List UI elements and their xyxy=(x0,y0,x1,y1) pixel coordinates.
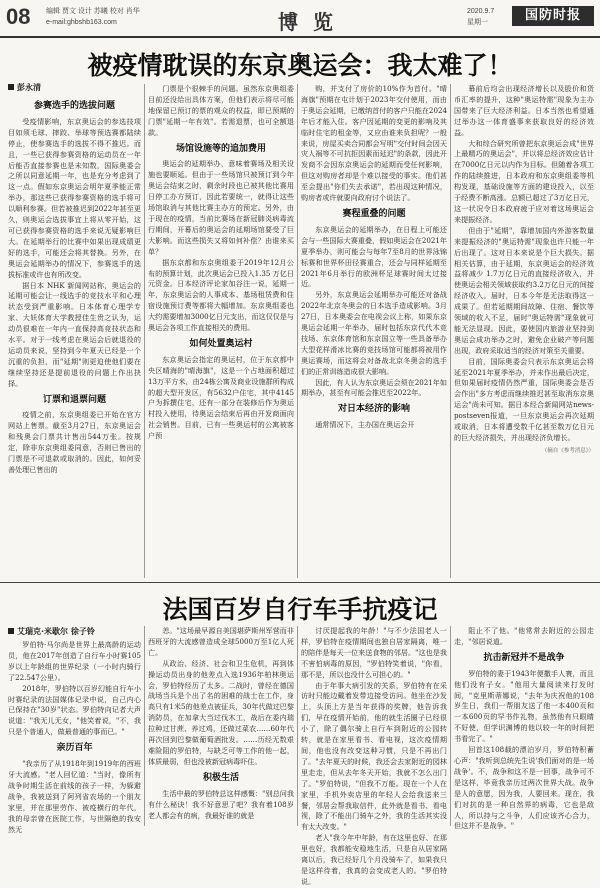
section-title: 博 览 xyxy=(278,10,337,34)
article2-paragraph: 罗伯特的妻于1943年便撒手人寰，而且他们没有子女。"他用大量阅读来打发时间，"克里斯蒂娜说，"去年为庆祝他的108岁生日，我们一帮朋友送了他一本400页和一本600页的罕书作礼物，虽然他有只眼睛不好使，但学识渊博的他以较一年的时间把书看完了。" xyxy=(454,668,594,744)
article2-paragraph: "我亲历了从1918年到1919年的西班牙大流感。"老人回忆道："当时，像所有战争时期生活在前线的孩子一样，为躲避战争，我被送到了阿列省农场的一个朋友家里，并在那里劳作、被疫横行的年代，我的母亲曾在医院工作，与世隔绝的我安然无 xyxy=(8,759,141,834)
article1-paragraph: 东京奥运会的延期举办，在日程上可能还会与一些国际大赛重叠，假如奥运会在2021年夏季举办，则可能会与每年7至8月的世界泳锦标赛和世界杯田径赛重合，还会与同样延期至2021年6月举行的欧洲杯足球赛时间太过接近。 xyxy=(301,224,447,289)
article1-paragraph: 奥运会的延期举办，意味着赛场及相关设施也要顺延。但由于一些场馆只被预订到今年奥运会结束之时，剩余时段也已被其他比赛用日停工办方预订，因此若要统一，就得让这些场馆取消与其他比赛主办方的预定。另外，由于现在的疫情，当前比赛场在新冠肺炎病毒流行期间，开幕后的奥运会的延期场馆要受了巨大影响。而这些损失又将如何补偿？由谁来买单？ xyxy=(148,159,294,256)
article1-paragraph: 门票是个很棘手的问题。虽然东京奥组委目前还没给出具体方案，但他们表示将尽可能地保留已预订的票的观众的权益，即已预期的门票"延期一年有效"。若需退票，也可全额退款。 xyxy=(148,84,294,137)
article2-subhead: 抗击新冠并不是战争 xyxy=(483,652,565,663)
date-text: 2020.9.7 xyxy=(467,8,495,15)
article1-subhead: 场馆设施等的追加费用 xyxy=(175,143,266,154)
article1-paragraph: 东京奥运会指定的奥运村，位于东京都中央区晴海的"晴海旗"，这是一个占地面积超过13万平方米，由24栋公寓及商业设施群所构成的超大型开发区，有5632户住宅，其中4145户为拆撰住宅，还有一部分在装修后作为奥运村投入使用，待奥运会结束后再由开发商面向社会销售。目前，已有一些奥运村的公寓被客户预 xyxy=(148,354,294,441)
article1-paragraph: 目前，国际奥委会只表示东京奥运会将延至2021年夏季举办，并未作出最后决定，但如果届时疫情仍然严重，国际奥委会是否会作出"多方考虑而继续推迟甚至取消东京奥运会"尚未可知。据日本经合新闻网站news-postseven报道，一旦东京奥运会再次延期或取消，日本将遭受数千亿甚至数万亿日元的巨大经济损失，并出现经济负增长。 xyxy=(454,356,594,442)
column-divider xyxy=(144,84,145,578)
editors-line: 编辑 贾文 设计 苏曦 校对 肖华 xyxy=(46,8,140,15)
column-divider xyxy=(144,626,145,826)
article-separator xyxy=(0,582,600,583)
column-divider xyxy=(297,626,298,826)
article1-paragraph: 幕前后均会出现经济增长以及股价和货币汇率的提升，这种"奥运特需"现象为主办国带来了巨大经济利益。日本当然也希望通过举办这一体育盛事来获取良好的经济效益。 xyxy=(454,84,594,137)
masthead xyxy=(0,0,600,38)
article1-author: 彭永清 xyxy=(17,83,41,92)
article2-paragraph: 2018年，罗伯特以百岁幻能自行车小时赛纪录的法国媒体记录中说，自己内心已保持在"30岁"状态。罗伯特向记者大声说道："我无儿无女，"他笑着说，"不，我只是个普通人，做最普通的事而已。" xyxy=(8,683,141,737)
article1-paragraph: 但由于"延期"，靠增加国内外游客数量来提振经济的"奥运特需"现象也许只能一年后出现了。这对日本来说是个巨大损失。据相关估算，由于延期，东京奥运会的经济效益将减少 1.7万亿日元的直接经济收入，并使奥运会相关领域获取约3.2万亿日元的间接经济收入。届时，日本今年是无法取得这一成果了。但若延期期间故障、住宿、餐饮等领域的收入不足，届时"奥运特需"现象就可能无法显现。因此，要使国内旅游业坚持到奥运会成功举办之时，避免企业破产等问题出现，政府采取适当的经济对策至关重要。 xyxy=(454,225,594,355)
article2-paragraph: 罗伯特·马尔尚是世界上最高龄的运动员，他在2017年创造了自行车小时赛105岁以上年龄组的世界纪录（一小时内骑行了22.547公里）。 xyxy=(8,640,141,682)
article2-column-4 xyxy=(454,626,594,831)
article2-paragraph: 恙。"这场最早源自美国堪萨斯州军营而非西班牙的大流感曾造成全球5000万至1亿人死亡。 xyxy=(148,626,294,657)
article2-paragraph: 阻止不了他。"他常常去附近的公园走走，"邻居说道。 xyxy=(454,626,594,646)
article2-author: 艾瑞克·米歇尔 徐子铃 xyxy=(17,627,95,636)
article1-column-1 xyxy=(8,96,141,578)
issue-date xyxy=(467,6,494,28)
article1-paragraph: 大和综合研究所曾把东京奥运会成"世界上最精巧的奥运会"，并以将总经济效应估计在7000亿日元以内作为目标。但随着各项工作的陆续推进，日本政府和东京奥组委等机构发现，基础设施等方面的建设投入，以至于经费不断高涨。总额已超过了3万亿日元，这一状况令日本政府疲于应对着这场奥运会来提振经济。 xyxy=(454,138,594,224)
article2-paragraph: 生活中最的罗伯特总这样感慨："别总问我有什么秘诀！我不好意思了吧？我有着108岁老人都会有的病，我最好谁的就是 xyxy=(148,788,294,820)
article2-paragraph: 回首这108载的漂泊岁月，罗伯特积蓄心声："我听到总统先生说'我们面对的是一场战争'。不，战争和这不是一回事，战争可不是这样，毕竟我亲历过两次世界大战。战争是人的意愿，因为我，人要回来。现在，我们对抗的是一种自然界的病毒，它也是敌人，所以持与之斗争，人们应该齐心合力，但这并不是战争。" xyxy=(454,745,594,831)
newspaper-logo: 国防时报 xyxy=(512,6,594,26)
email-line: e-mail:ghbshb163.com xyxy=(46,19,117,26)
article2-paragraph: 从政治、经济、社会和卫生危机，再到体操运动员出身的他差点入选1936年柏林奥运会，罗伯特经历了太多。二战时，曾经在德国战场当兵是个出了名的困难的战士在工作，身高只有1米5的他差点被征兵，30年代做过巴黎消防员，在加拿大当过伐木工，战后在委内瑞拉种过甘蔗、养过鸡，还做过菜农……60年代再次回到巴黎做葡萄酒批发。……历经无数艰难险阻的罗伯特，与缺乏可等工作的他一起，体质最弱，但也没被新冠病毒吓住。 xyxy=(148,658,294,766)
article2-column-2 xyxy=(148,626,294,826)
article1-paragraph: 据东京都和东京奥组委于2019年12月公布的预算计划，此次奥运会已投入1.35 万亿日元资金。日本经济评论家加谷注一说，延期一年，东京奥运会的人事成本、基场租赁费和住宿设施预订费等都将大幅增加。东京奥组委也大约需要增加3000亿日元支出，而这仅仅是与奥运会各项工作直接相关的费用。 xyxy=(148,257,294,333)
article1-paragraph: 因此，有人认为东京奥运会须在2021年如期举办，甚至有可能会推迟至2022年。 xyxy=(301,377,447,398)
article1-subhead: 对日本经济的影响 xyxy=(337,404,410,415)
article2-subhead: 亲历百年 xyxy=(56,743,93,754)
article1-subhead: 赛程重叠的问题 xyxy=(342,208,406,219)
article1-byline xyxy=(8,82,41,93)
editors-credit xyxy=(46,6,140,28)
column-divider xyxy=(297,84,298,578)
article1-source-credit: （摘自《参考消息》） xyxy=(541,447,594,454)
article1-paragraph: 购，并支付了房价的10%作为首付。"晴海旗"预期在屯计划于2023年交付使用，而由于奥运会延期，已缴纳首付的客户只能在2024年后才能入住。客户因延期的变更的影响及其临时住宅的租金等，又应由谁来负担呢？一般来说，房屋买卖合同都会写明"交付时间会因天灾人祸等不可抗拒因素而延迟"的条款，因此开发商不会因东京奥运会的延期而受任何影响，但这对购房者却是个难以接受的事实。他们甚至会提出"你们失去承诺"，若出现这种情况，购房者或许就要向政府讨个说法了。 xyxy=(301,84,447,203)
article1-paragraph: 另外，东京奥运会延期举办可能还对备战2022年北京冬奥会的日本选手造成影响。3月27日，日本奥委会在电视会议上称，如果东京奥运会延期一年举办，届时包括东京代代木竞技场、东京体育馆和东京国立等一些具备举办大型花样滑冰比赛的竞技场馆可能都将被用作奥运赛场，而这将会对备战北京冬奥会的选手们的正常训练造成很大影响。 xyxy=(301,290,447,376)
article1-column-4 xyxy=(454,84,594,578)
article2-column-1 xyxy=(8,640,141,834)
article1-paragraph: 通常情况下，主办国在奥运会开 xyxy=(315,420,415,430)
weekday-text: 星期一 xyxy=(467,19,488,26)
article1-headline: 被疫情耽误的东京奥运会：我太难了！ xyxy=(87,51,513,80)
article1-subhead: 订票和退票问题 xyxy=(42,394,106,405)
column-divider xyxy=(450,84,451,578)
article2-byline xyxy=(8,626,95,637)
page-number: 08 xyxy=(6,4,31,29)
article2-headline: 法国百岁自行车手抗疫记 xyxy=(162,595,438,624)
article1-column-2 xyxy=(148,84,294,578)
article2-paragraph: 由于年事大病引发的关系，罗伯特有在采访时只能边戴着发带边接受访问。他坐在沙发上，头顶上方是当年获得的奖牌，他告诉我们，早在疫情开始前，他的就生活圈子已经很小了，除了偶尔骑上自行车到附近的公园转转，就是在家里看书、看电视，这次疫情期间，他也没有改变这种习惯，只是不再出门了。"去年夏天的时候，我还会去家附近的园林里走走，但从去年冬天开始，我就不怎么出门了。"罗伯特说，"但我不万能。现在一个人在家里，手机外卖店里的年轻人会给我送来三餐，邻居会帮我取信件，此外就是看书、看电视，除了不能出门骑车之外，我的生活其实没有太大改变。" xyxy=(301,680,447,832)
article2-subhead: 积极生活 xyxy=(202,772,239,783)
article2-paragraph: 老人"我今年中年龄，有在这里也好、在那里也好，我都能安稳地生活，只是自从居家隔离以后，我已经好几个月没骑车了，如果我只是这样待着，我真的会变成老人的。"罗伯特说。 xyxy=(301,833,447,886)
byline-square-icon xyxy=(8,84,14,90)
byline-square-icon xyxy=(8,628,14,634)
article1-paragraph: 疫情之前，东京奥组委已开始在官方网站上售票。截至3月27日，东京奥运会和残奥会门票共计售出544万张。按规定，除非东京奥组委同意，否则已售出的门票是不可退款或取消的。因此，如何妥善处理已售出的 xyxy=(8,410,141,474)
article1-paragraph: 受疫情影响，东京奥运会的参选技项目如须毛球、摔跤、举球等预选赛都陆续停止，使参赛选手的选拔不得不推迟。而且，一些已获得参赛资格的运动员在一年后能否直接参赛也是未知数，国际奥委会之所以同意延期一年，也是充分考虑到了这一点。假如东京奥运会明年夏季能正常举办，那这些已获得参赛资格的选手将可以顺利参赛。但若被推迟到2022年甚至更久，则奥运会选拔事宜上将从零开始，这可已获得参赛资格的选手来说无疑影响巨大。在延期举行的比赛中如果出现成绩更好的选手，可能还会将其替换。另外，在奥运会延期举办的情况下，参赛选手的选拔标准或许也有所改变。 xyxy=(8,116,141,279)
article1-subhead: 参赛选手的选拔问题 xyxy=(33,101,115,111)
article2-paragraph: 讨厌提起我的年龄！"与不少法国老人一样，罗伯特在疫情期间也独自居家隔离，唯一的陪伴是每天一位来送食物的邻居。"这也是我不害怕病毒的原因，"罗伯特笑着说，"你看，那不是，所以也没什么可担心的。" xyxy=(301,626,447,679)
column-divider xyxy=(450,626,451,826)
article2-column-3 xyxy=(301,626,447,886)
article1-column-3 xyxy=(301,84,447,578)
article1-subhead: 如何处置奥运村 xyxy=(189,338,253,349)
article1-paragraph: 据日本 NHK 新闻网站称，奥运会的延期可能会让一线选手的竞技水平和心理状态受到严重影响。日本体育心理学专家、大妖体育大学教授佳生贵之认为，运动员很难在一年内一直保持高竞技状态和水平。对于一线考虑在奥运会后就退役的运动员来说，坚持到今年夏天已经是一个沉重的负担，而"延期"则更迫使他们要在继续坚持还是提前退役的问题上作出抉择。 xyxy=(8,280,141,388)
